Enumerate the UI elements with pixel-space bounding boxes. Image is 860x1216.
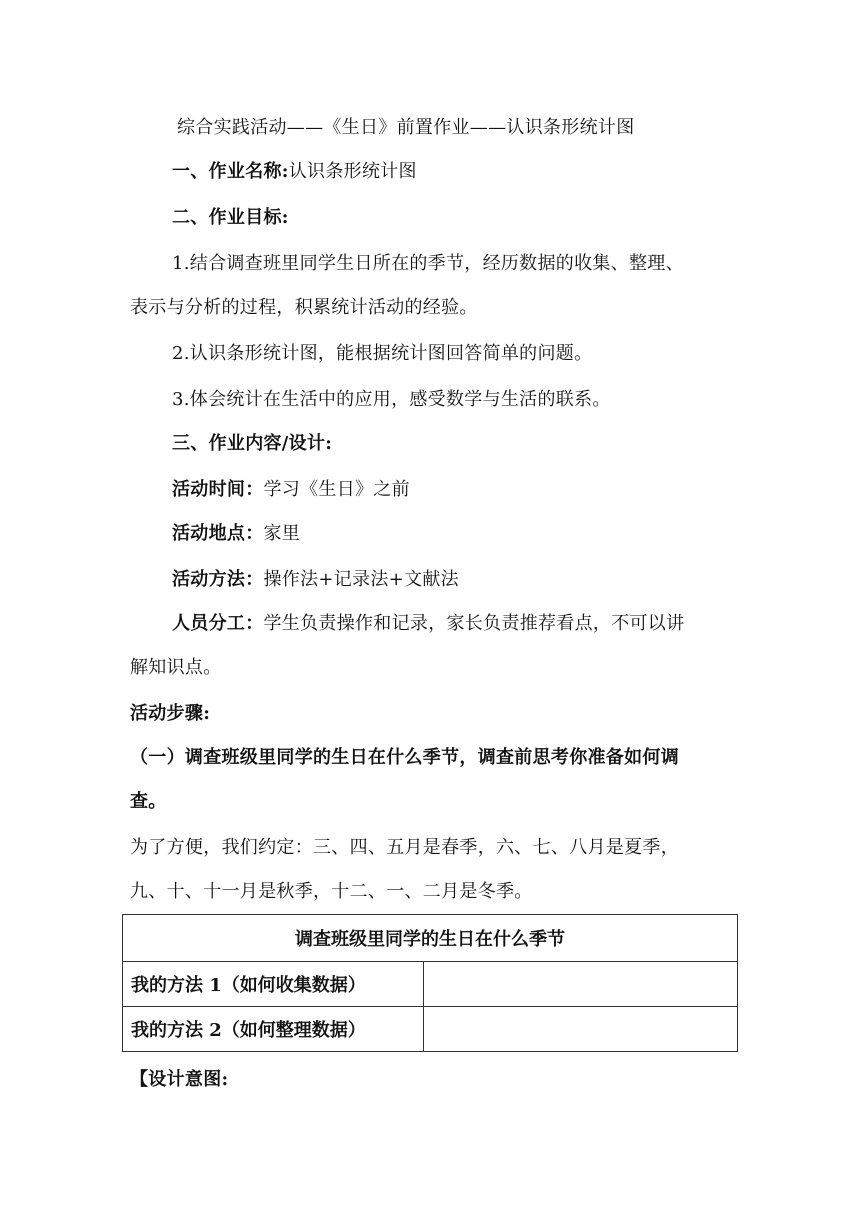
activity-time-value: 学习《生日》之前 bbox=[263, 479, 410, 500]
activity-method-label: 活动方法： bbox=[172, 569, 264, 590]
activity-place-value: 家里 bbox=[263, 523, 301, 544]
method-2-label: 我的方法 2（如何整理数据） bbox=[123, 1007, 424, 1052]
design-intent-heading: 【设计意图: bbox=[130, 1069, 229, 1090]
staff-division-continued: 解知识点。 bbox=[130, 657, 222, 678]
method-2-answer-cell[interactable] bbox=[424, 1007, 738, 1052]
staff-division bbox=[172, 612, 684, 636]
table-row bbox=[123, 1007, 738, 1052]
section-name-value: 认识条形统计图 bbox=[288, 161, 417, 182]
section-name-label: 一、作业名称: bbox=[172, 161, 289, 182]
season-convention-line-1: 为了方便，我们约定：三、四、五月是春季，六、七、八月是夏季， bbox=[130, 837, 679, 858]
survey-method-table bbox=[122, 914, 738, 1052]
goal-1-line-2: 表示与分析的过程，积累统计活动的经验。 bbox=[130, 297, 478, 318]
activity-place-label: 活动地点： bbox=[172, 523, 264, 544]
activity-time-label: 活动时间： bbox=[172, 479, 264, 500]
goal-3: 3.体会统计在生活中的应用，感受数学与生活的联系。 bbox=[172, 389, 611, 410]
section-content-heading: 三、作业内容/设计: bbox=[172, 433, 333, 454]
season-convention-line-2: 九、十、十一月是秋季，十二、一、二月是冬季。 bbox=[130, 881, 533, 902]
activity-method-value: 操作法+记录法+文献法 bbox=[263, 569, 459, 590]
section-goals-heading: 二、作业目标: bbox=[172, 207, 289, 228]
goal-1-line-1: 1.结合调查班里同学生日所在的季节，经历数据的收集、整理、 bbox=[172, 253, 684, 274]
method-1-answer-cell[interactable] bbox=[424, 962, 738, 1007]
activity-time bbox=[172, 478, 410, 502]
activity-place bbox=[172, 522, 300, 546]
step-1-line-1: （一）调查班级里同学的生日在什么季节，调查前思考你准备如何调 bbox=[130, 747, 679, 768]
staff-division-label: 人员分工： bbox=[172, 613, 264, 634]
table-header: 调查班级里同学的生日在什么季节 bbox=[123, 915, 738, 962]
activity-method bbox=[172, 568, 459, 592]
section-name bbox=[172, 160, 417, 184]
table-header-row bbox=[123, 915, 738, 962]
staff-division-value: 学生负责操作和记录，家长负责推荐看点，不可以讲 bbox=[263, 613, 685, 634]
goal-2: 2.认识条形统计图，能根据统计图回答简单的问题。 bbox=[172, 343, 593, 364]
step-1-line-2: 查。 bbox=[130, 791, 167, 812]
activity-steps-heading: 活动步骤: bbox=[130, 703, 211, 724]
method-1-label: 我的方法 1（如何收集数据） bbox=[123, 962, 424, 1007]
table-row bbox=[123, 962, 738, 1007]
document-title: 综合实践活动——《生日》前置作业——认识条形统计图 bbox=[177, 117, 635, 138]
